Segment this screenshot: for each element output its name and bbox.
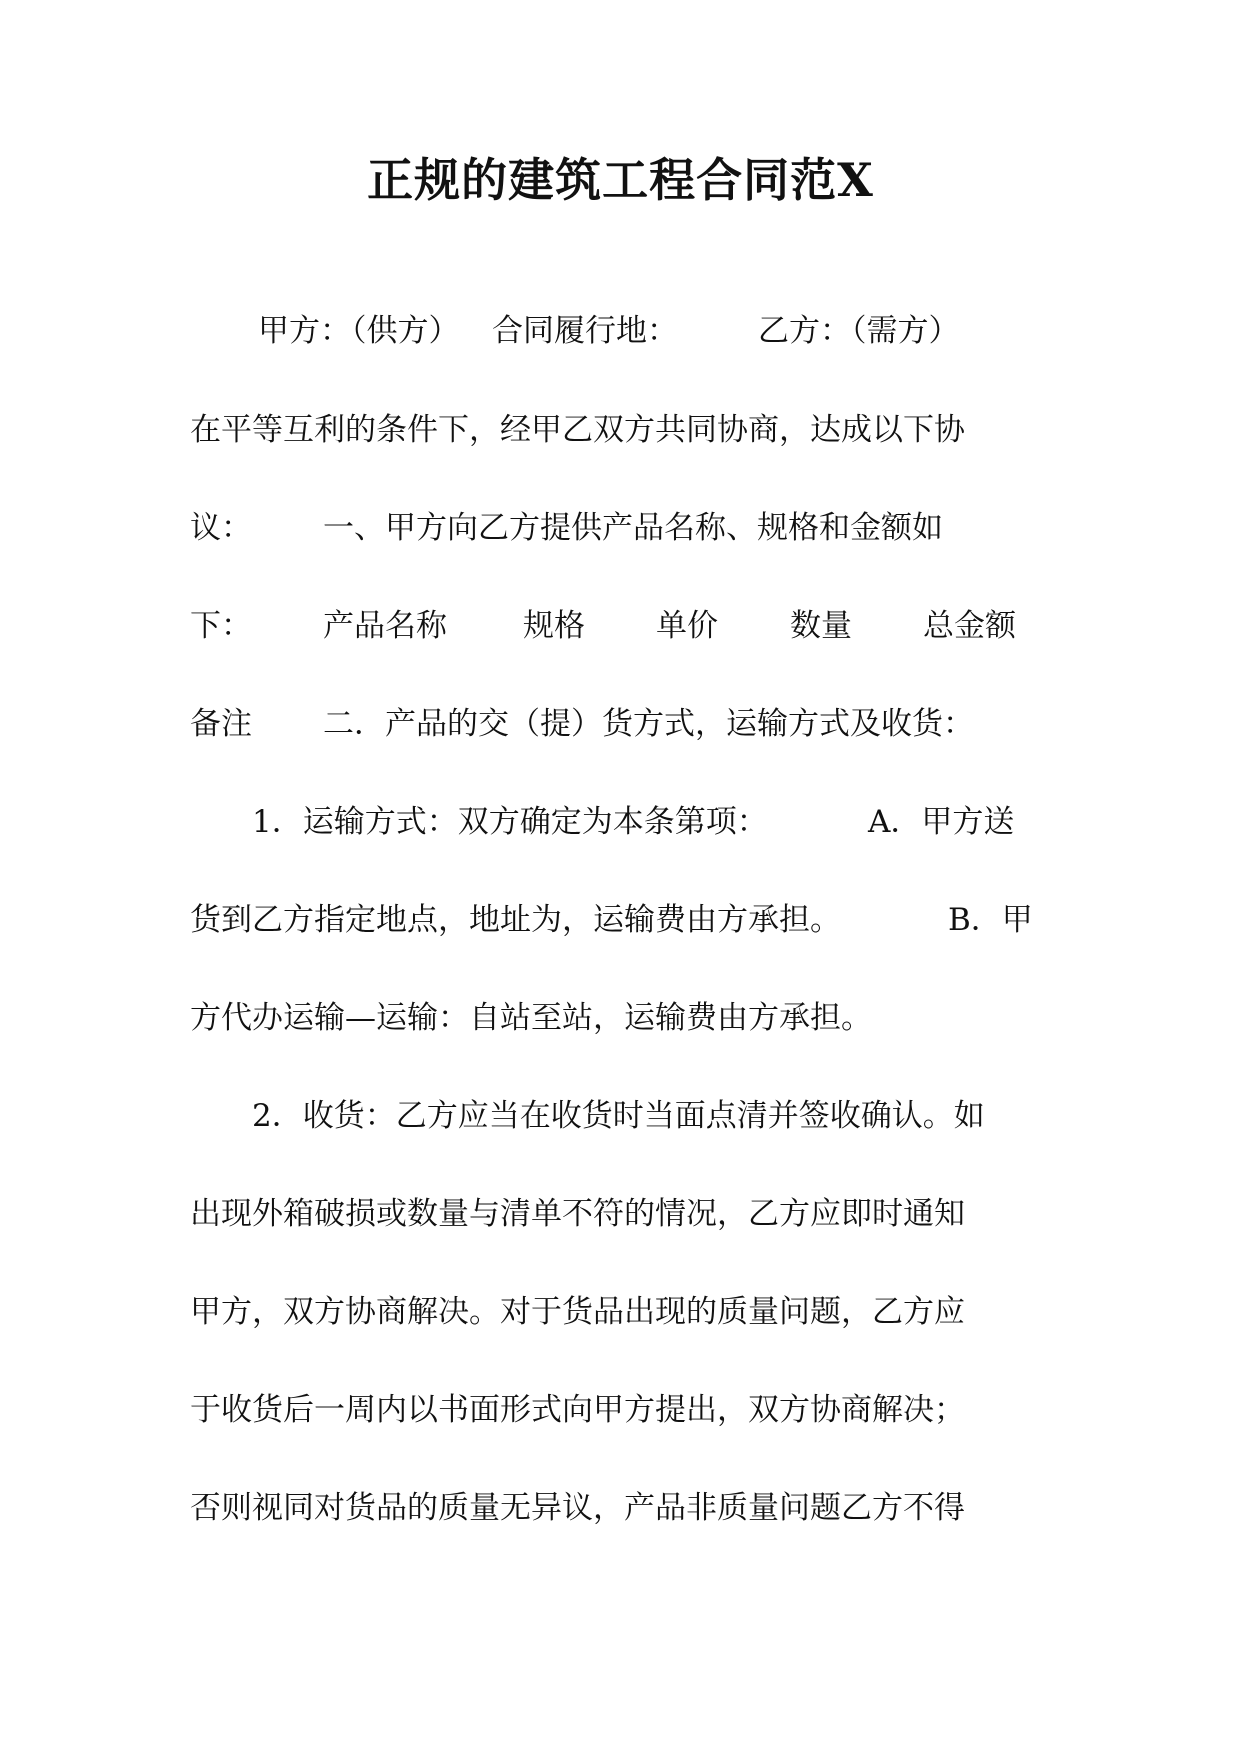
text-segment: 在平等互利的条件下，经甲乙双方共同协商，达成以下协 [190, 412, 965, 448]
column-product-name: 产品名称 [323, 608, 447, 644]
text-segment: 2．收货：乙方应当在收货时当面点清并签收确认。如 [252, 1098, 985, 1134]
text-segment: 方代办运输—运输：自站至站，运输费由方承担。 [190, 1000, 872, 1036]
text-segment: 下： [190, 608, 252, 644]
text-segment: A．甲方送 [868, 804, 1015, 840]
text-segment: 议： [190, 510, 252, 546]
clause-one: 一、甲方向乙方提供产品名称、规格和金额如 [323, 510, 943, 546]
party-a-label: 甲方：（供方） [258, 313, 460, 349]
party-b-label: 乙方：（需方） [758, 313, 960, 349]
document-title: 正规的建筑工程合同范X [367, 153, 874, 207]
column-total-amount: 总金额 [923, 608, 1016, 644]
contract-place-label: 合同履行地： [492, 313, 678, 349]
clause-two: 二．产品的交（提）货方式，运输方式及收货： [323, 706, 974, 742]
column-unit-price: 单价 [656, 608, 718, 644]
text-segment: 货到乙方指定地点，地址为，运输费由方承担。 [190, 902, 841, 938]
text-segment: 于收货后一周内以书面形式向甲方提出，双方协商解决； [190, 1392, 965, 1428]
text-segment: 甲方，双方协商解决。对于货品出现的质量问题，乙方应 [190, 1294, 965, 1330]
text-segment: B．甲 [948, 902, 1033, 938]
column-quantity: 数量 [790, 608, 852, 644]
column-remarks: 备注 [190, 706, 252, 742]
text-segment: 1．运输方式：双方确定为本条第项： [252, 804, 768, 840]
column-spec: 规格 [523, 608, 585, 644]
text-segment: 出现外箱破损或数量与清单不符的情况，乙方应即时通知 [190, 1196, 965, 1232]
text-segment: 否则视同对货品的质量无异议，产品非质量问题乙方不得 [190, 1490, 965, 1526]
